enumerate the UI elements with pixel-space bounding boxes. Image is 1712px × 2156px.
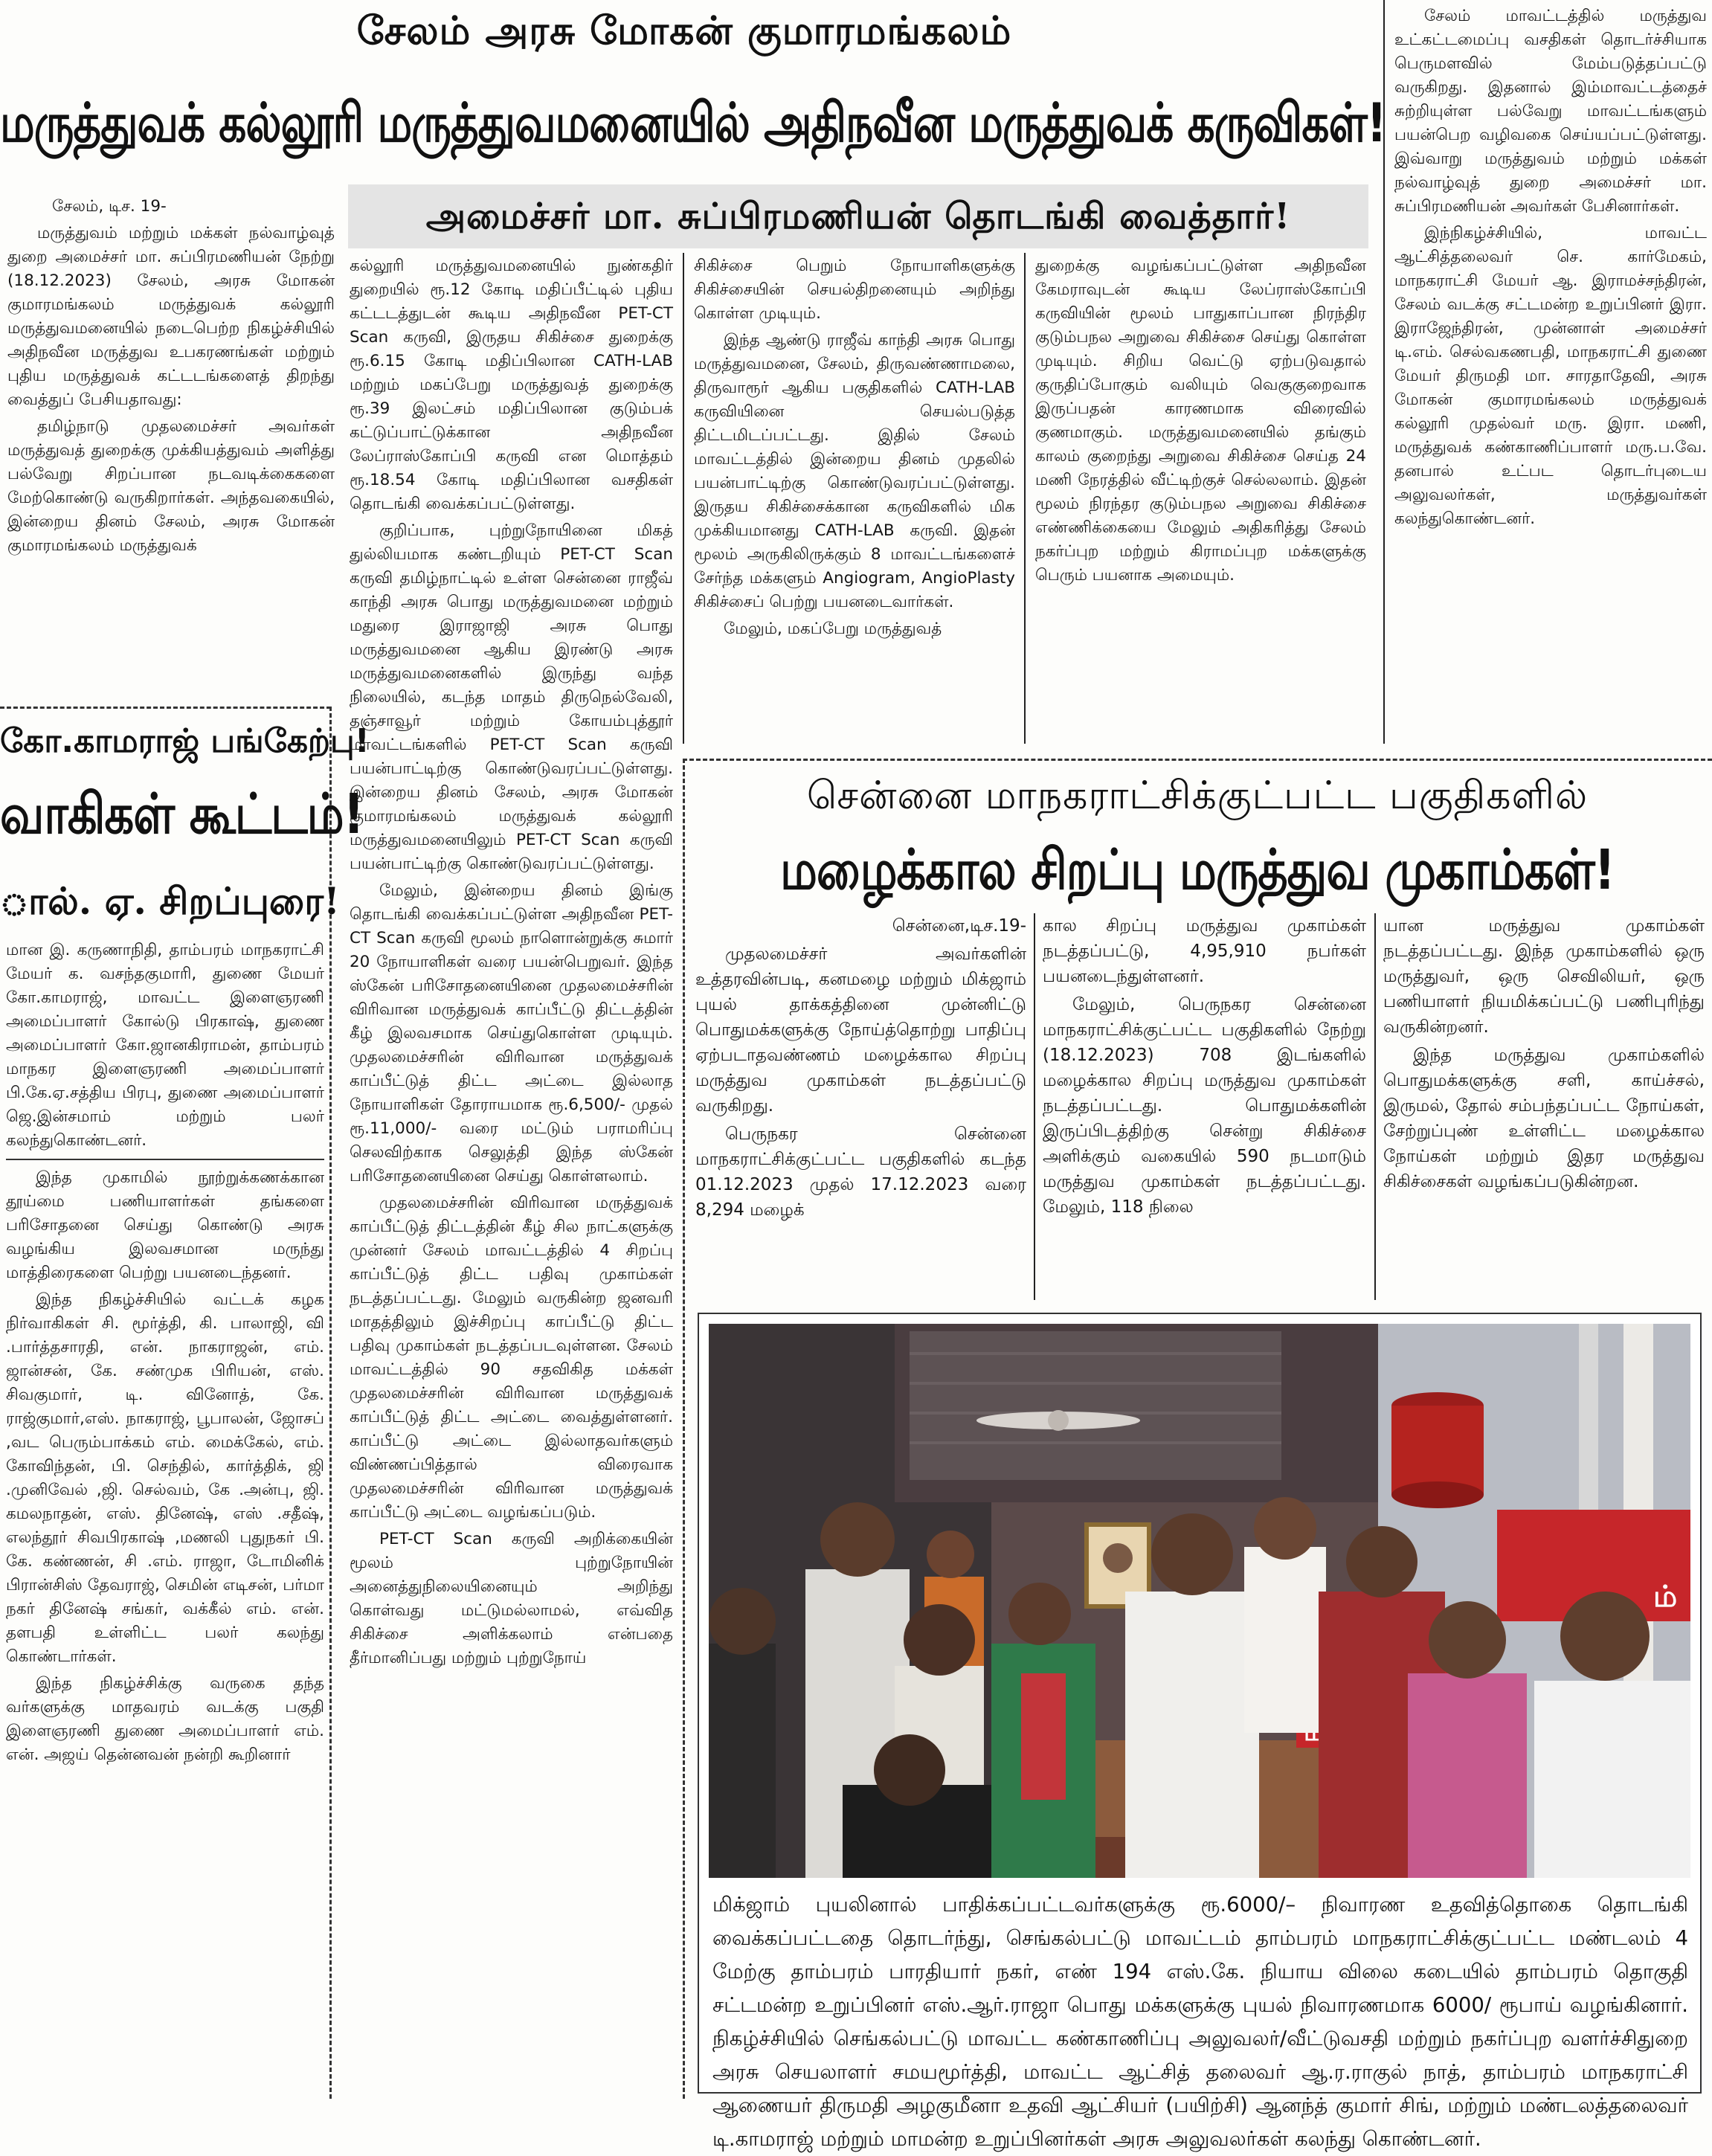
article2-paragraph: முதலமைச்சர் அவர்களின் உத்தரவின்படி, கனமழை மற்றும் மிக்ஜாம் புயல் தாக்கத்தினை முன்னிட்டு பொதுமக்களுக்கு நோய்த்தொற்று பாதிப்பு ஏற்படாதவண்ணம் மழைக்கால சிறப்பு மருத்துவ முகாம்கள் நடத்தப்பட்டு வருகிறது.	[695, 945, 1026, 1116]
article2-paragraph: பெருநகர சென்னை மாநகராட்சிக்குட்பட்ட பகுதிகளில் கடந்த 01.12.2023 முதல் 17.12.2023 வரை 8,294 மழைக்	[695, 1124, 1026, 1220]
article1-paragraph: கல்லூரி மருத்துவமனையில் நுண்கதிர் துறையில் ரூ.12 கோடி மதிப்பீட்டில் புதிய கட்டடத்துடன் கூடிய அதிநவீன PET-CT Scan கருவி, இருதய சிகிச்சை துறைக்கு ரூ.6.15 கோடி மதிப்பிலான CATH-LAB மற்றும் மகப்பேறு மருத்துவத் துறைக்கு ரூ.39 இலட்சம் மதிப்பிலான குடும்பக் கட்டுப்பாட்டுக்கான அதிநவீன லேப்ராஸ்கோப்பி கருவி என மொத்தம் ரூ.18.54 கோடி மதிப்பிலான வசதிகள் தொடங்கி வைக்கப்பட்டுள்ளது.	[350, 257, 673, 513]
article1-column-3	[1035, 254, 1366, 745]
column-rule	[1034, 913, 1035, 1300]
left-article-divider	[6, 1159, 324, 1160]
photo-frame	[698, 1313, 1702, 2151]
article2-border-top	[683, 759, 1712, 761]
article2-column-2	[1043, 913, 1366, 1300]
left-article-paragraph: இந்த நிகழ்ச்சியில் வட்டக் கழக நிர்வாகிகள் சி. மூர்த்தி, கி. பாலாஜி, வி .பார்த்தசாரதி, என். நாகராஜன், எம். ஜான்சன், கே. சண்முக பிரியன், எஸ். சிவகுமார், டி. வினோத், கே. ராஜ்குமார்,எஸ். நாகராஜ், பூபாலன், ஜோசப் ,வட பெரும்பாக்கம் எம். மைக்கேல், எம். கோவிந்தன், பி. செந்தில், கார்த்திக், ஜி .முனிவேல் ,ஜி. செல்வம், கே .அன்பு, ஜி. கமலநாதன், எஸ். தினேஷ், எஸ் .சதீஷ், எலந்தூர் சிவபிரகாஷ் ,மணலி புதுநகர் பி. கே. கண்ணன், சி .எம். ராஜா, டோமினிக் பிரான்சிஸ் தேவராஜ், செமின் எடிசன், பர்மா நகர் தினேஷ் சங்கர், வக்கீல் எம். என். தளபதி உள்ளிட்ட பலர் கலந்து கொண்டார்கள்.	[6, 1290, 324, 1666]
article1-dateline: சேலம், டிச. 19-	[52, 197, 167, 216]
article2-dateline: சென்னை,டிச.19-	[892, 916, 1026, 936]
article1-column-4	[1394, 4, 1707, 744]
article1-paragraph: மேலும், இன்றைய தினம் இங்கு தொடங்கி வைக்கப்பட்டுள்ள அதிநவீன PET-CT Scan கருவி மூலம் நாளொன்றுக்கு சுமார் 20 நோயாளிகள் வரை பயன்பெறுவர். இந்த ஸ்கேன் பரிசோதனையினை முதலமைச்சரின் விரிவான மருத்துவக் காப்பீட்டு திட்டத்தின் கீழ் இலவசமாக செய்துகொள்ள முடியும். முதலமைச்சரின் விரிவான மருத்துவக் காப்பீட்டுத் திட்ட அட்டை இல்லாத நோயாளிகள் தோராயமாக ரூ.6,500/- முதல் ரூ.11,000/- வரை மட்டும் பராமரிப்பு செலவிற்காக செலுத்தி இந்த ஸ்கேன் பரிசோதனையினை செய்து கொள்ளலாம்.	[350, 881, 673, 1185]
column-rule	[1024, 253, 1026, 744]
left-article-column	[6, 939, 324, 2095]
article2-border-left	[683, 759, 685, 2099]
article1-paragraph: குறிப்பாக, புற்றுநோயினை மிகத் துல்லியமாக கண்டறியும் PET-CT Scan கருவி தமிழ்நாட்டில் உள்ள சென்னை ராஜீவ் காந்தி அரசு பொது மருத்துவமனை மற்றும் மதுரை இராஜாஜி அரசு பொது மருத்துவமனை ஆகிய இரண்டு அரசு மருத்துவமனைகளில் இருந்து வந்த நிலையில், கடந்த மாதம் திருநெல்வேலி, தஞ்சாவூர் மற்றும் கோயம்புத்தூர் மாவட்டங்களில் PET-CT Scan கருவி பயன்பாட்டிற்கு கொண்டுவரப்பட்டுள்ளது. இன்றைய தினம் சேலம், அரசு மோகன் குமாரமங்கலம் மருத்துவக் கல்லூரி மருத்துவமனையிலும் PET-CT Scan கருவி பயன்பாட்டிற்கு கொண்டுவரப்பட்டுள்ளது.	[350, 521, 673, 873]
article1-paragraph: மருத்துவம் மற்றும் மக்கள் நல்வாழ்வுத் துறை அமைச்சர் மா. சுப்பிரமணியன் நேற்று (18.12.2023) சேலம், அரசு மோகன் குமாரமங்கலம் மருத்துவக் கல்லூரி மருத்துவமனையில் நடைபெற்ற நிகழ்ச்சியில் அதிநவீன மருத்துவ உபகரணங்கள் மற்றும் புதிய மருத்துவக் கட்டடங்களைத் திறந்து வைத்துப் பேசியதாவது:	[7, 224, 335, 409]
left-article-paragraph: இந்த முகாமில் நூற்றுக்கணக்கான தூய்மை பணியாளர்கள் தங்களை பரிசோதனை செய்து கொண்டு அரசு வழங்கிய இலவசமான மருந்து மாத்திரைகளை பெற்று பயனடைந்தனர்.	[6, 1168, 324, 1282]
left-article-border-top	[0, 707, 331, 709]
article1-paragraph: இந்நிகழ்ச்சியில், மாவட்ட ஆட்சித்தலைவர் செ. கார்மேகம், மாநகராட்சி மேயர் ஆ. இராமச்சந்திரன், சேலம் வடக்கு சட்டமன்ற உறுப்பினர் இரா. இராஜேந்திரன், முன்னாள் அமைச்சர் டி.எம். செல்வகணபதி, மாநகராட்சி துணை மேயர் திருமதி மா. சாரதாதேவி, அரசு மோகன் குமாரமங்கலம் மருத்துவக் கல்லூரி முதல்வர் மரு. இரா. மணி, மருத்துவக் கண்காணிப்பாளர் மரு.ப.வே. தனபால் உட்பட தொடர்புடைய அலுவலர்கள், மருத்துவர்கள் கலந்துகொண்டனர்.	[1394, 224, 1707, 528]
column-rule	[1374, 913, 1376, 1300]
article1-lead-column	[7, 195, 335, 704]
article1-paragraph: முதலமைச்சரின் விரிவான மருத்துவக் காப்பீட்டுத் திட்டத்தின் கீழ் சில நாட்களுக்கு முன்னர் சேலம் மாவட்டத்தில் 4 சிறப்பு காப்பீட்டுத் திட்ட பதிவு முகாம்கள் நடத்தப்பட்டது. மேலும் வருகின்ற ஜனவரி மாதத்திலும் இச்சிறப்பு காப்பீட்டு திட்ட பதிவு முகாம்கள் நடத்தப்படவுள்ளன. சேலம் மாவட்டத்தில் 90 சதவிகித மக்கள் முதலமைச்சரின் விரிவான மருத்துவக் காப்பீட்டுத் திட்ட அட்டை வைத்துள்ளனர். காப்பீட்டு அட்டை இல்லாதவர்களும் விண்ணப்பித்தால் விரைவாக முதலமைச்சரின் விரிவான மருத்துவக் காப்பீட்டு அட்டை வழங்கப்படும்.	[350, 1194, 673, 1522]
article1-subhead: அமைச்சர் மா. சுப்பிரமணியன் தொடங்கி வைத்தார்!	[425, 196, 1291, 237]
article2-paragraph: இந்த மருத்துவ முகாம்களில் பொதுமக்களுக்கு சளி, காய்ச்சல், இருமல், தோல் சம்பந்தப்பட்ட நோய்கள், சேற்றுப்புண் உள்ளிட்ட மழைக்கால நோய்கள் மற்றும் இதர மருத்துவ சிகிச்சைகள் வழங்கப்படுகின்றன.	[1383, 1046, 1705, 1191]
article2-column-1	[695, 913, 1026, 1300]
event-photo	[709, 1324, 1690, 1878]
left-article-paragraph: இந்த நிகழ்ச்சிக்கு வருகை தந்த வர்களுக்கு மாதவரம் வடக்கு பகுதி இளைஞரணி துணை அமைப்பாளர் எம். என். அஜய் தென்னவன் நன்றி கூறினார்	[6, 1674, 324, 1764]
article2-column-3	[1383, 913, 1705, 1300]
article1-column-1	[350, 254, 673, 2091]
article2-paragraph: மேலும், பெருநகர சென்னை மாநகராட்சிக்குட்பட்ட பகுதிகளில் நேற்று (18.12.2023) 708 இடங்களில் மழைக்கால சிறப்பு மருத்துவ முகாம்கள் நடத்தப்பட்டது. பொதுமக்களின் இருப்பிடத்திற்கு சென்று சிகிச்சை அளிக்கும் வகையில் 590 நடமாடும் மருத்துவ முகாம்கள் நடத்தப்பட்டது. மேலும், 118 நிலை	[1043, 995, 1366, 1217]
article1-paragraph: மேலும், மகப்பேறு மருத்துவத்	[724, 620, 942, 638]
column-rule	[1383, 0, 1385, 744]
article1-paragraph: தமிழ்நாடு முதலமைச்சர் அவர்கள் மருத்துவத் துறைக்கு முக்கியத்துவம் அளித்து பல்வேறு சிறப்பான நடவடிக்கைகளை மேற்கொண்டு வருகிறார்கள். அந்தவகையில், இன்றைய தினம் சேலம், அரசு மோகன் குமாரமங்கலம் மருத்துவக்	[7, 417, 335, 555]
column-rule	[683, 253, 684, 744]
article1-subhead-band	[348, 184, 1368, 248]
article1-paragraph: சிகிச்சை பெறும் நோயாளிகளுக்கு சிகிச்சையின் செயல்திறனையும் அறிந்து கொள்ள முடியும்.	[694, 257, 1015, 323]
article2-kicker: சென்னை மாநகராட்சிக்குட்பட்ட பகுதிகளில்	[806, 773, 1589, 818]
article1-paragraph: துறைக்கு வழங்கப்பட்டுள்ள அதிநவீன கேமராவுடன் கூடிய லேப்ராஸ்கோப்பி கருவியின் மூலம் பாதுகாப்பான நிரந்திர குடும்பநல அறுவை சிகிச்சை செய்து கொள்ள முடியும். சிறிய வெட்டு ஏற்படுவதால் குருதிப்போகும் வலியும் வெகுகுறைவாக இருப்பதன் காரணமாக விரைவில் குணமாகும். மருத்துவமனையில் தங்கும் காலம் குறைந்து அறுவை சிகிச்சை செய்த 24 மணி நேரத்தில் வீட்டிற்குச் செல்லலாம். இதன் மூலம் நிரந்தர குடும்பநல அறுவை சிகிச்சை எண்ணிக்கையை மேலும் அதிகரித்து சேலம் நகர்ப்புற மற்றும் கிராமப்புற மக்களுக்கு பெரும் பயனாக அமையும்.	[1035, 257, 1366, 585]
article2-headline: மழைக்கால சிறப்பு மருத்துவ முகாம்கள்!	[780, 837, 1615, 903]
article1-paragraph: இந்த ஆண்டு ராஜீவ் காந்தி அரசு பொது மருத்துவமனை, சேலம், திருவண்ணாமலை, திருவாரூர் ஆகிய பகுதிகளில் CATH-LAB கருவியினை செயல்படுத்த திட்டமிடப்பட்டது. இதில் சேலம் மாவட்டத்தில் இன்றைய தினம் முதலில் பயன்பாட்டிற்கு கொண்டுவரப்பட்டுள்ளது. இருதய சிகிச்சைக்கான கருவிகளில் மிக முக்கியமானது CATH-LAB கருவி. இதன் மூலம் அருகிலிருக்கும் 8 மாவட்டங்களைச் சேர்ந்த மக்களும் Angiogram, AngioPlasty சிகிச்சைப் பெற்று பயனடைவார்கள்.	[694, 331, 1015, 611]
banner-text: ம்	[1653, 1580, 1678, 1614]
article2-paragraph: யான மருத்துவ முகாம்கள் நடத்தப்பட்டது. இந்த முகாம்களில் ஒரு மருத்துவர், ஒரு செவிலியர், ஒரு பணியாளர் நியமிக்கப்பட்டு பணிபுரிந்து வருகின்றனர்.	[1383, 916, 1705, 1037]
left-article-head3: ால். ஏ. சிறப்புரை!	[0, 879, 341, 923]
article1-headline: மருத்துவக் கல்லூரி மருத்துவமனையில் அதிநவீன மருத்துவக் கருவிகள்!	[0, 91, 1386, 155]
article2-paragraph: கால சிறப்பு மருத்துவ முகாம்கள் நடத்தப்பட்டு, 4,95,910 நபர்கள் பயனடைந்துள்ளனர்.	[1043, 916, 1366, 986]
photo-caption: மிக்ஜாம் புயலினால் பாதிக்கப்பட்டவர்களுக்கு ரூ.6000/– நிவாரண உதவித்தொகை தொடங்கி வைக்கப்பட்டதை தொடர்ந்து, செங்கல்பட்டு மாவட்டம் தாம்பரம் மாநகராட்சிக்குட்பட்ட மண்டலம் 4 மேற்கு தாம்பரம் பாரதியார் நகர், எண் 194 எஸ்.கே. நியாய விலை கடையில் தாம்பரம் தொகுதி சட்டமன்ற உறுப்பினர் எஸ்.ஆர்.ராஜா பொது மக்களுக்கு புயல் நிவாரணமாக 6000/ ரூபாய் வழங்கினார். நிகழ்ச்சியில் செங்கல்பட்டு மாவட்ட கண்காணிப்பு அலுவலர்/வீட்டுவசதி மற்றும் நகர்ப்புற வளர்ச்சிதுறை அரசு செயலாளர் சமயமூர்த்தி, மாவட்ட ஆட்சித் தலைவர் ஆ.ர.ராகுல் நாத், தாம்பரம் மாநகராட்சி ஆணையர் திருமதி அழகுமீனா உதவி ஆட்சியர் (பயிற்சி) ஆனந்த் குமார் சிங், மற்றும் மண்டலத்தலைவர் டி.காமராஜ் மற்றும் மாமன்ற உறுப்பினர்கள் அரசு அலுவலர்கள் கலந்து கொண்டனர்.	[712, 1893, 1689, 2151]
left-article-head2: வாகிகள் கூட்டம்!	[0, 781, 364, 847]
article1-kicker: சேலம் அரசு மோகன் குமாரமங்கலம்	[356, 8, 1012, 54]
left-article-paragraph: மான இ. கருணாநிதி, தாம்பரம் மாநகராட்சி மேயர் க. வசந்தகுமாரி, துணை மேயர் கோ.காமராஜ், மாவட்ட இளைஞரணி அமைப்பாளர் கோல்டு பிரகாஷ், துணை அமைப்பாளர் கோ.ஜானகிராமன், தாம்பரம் மாநகர இளைஞரணி அமைப்பாளர் பி.கே.ஏ.சத்திய பிரபு, துணை அமைப்பாளர் ஜெ.இன்சமாம் மற்றும் பலர் கலந்துகொண்டனர்.	[6, 941, 324, 1150]
article1-paragraph: PET-CT Scan கருவி அறிக்கையின் மூலம் புற்றுநோயின் அனைத்துநிலையினையும் அறிந்து கொள்வது மட்டுமல்லாமல், எவ்வித சிகிச்சை அளிக்கலாம் என்பதை தீர்மானிப்பது மற்றும் புற்றுநோய்	[350, 1530, 673, 1667]
left-article-head1: கோ.காமராஜ் பங்கேற்பு!	[0, 722, 370, 760]
article1-paragraph: சேலம் மாவட்டத்தில் மருத்துவ உட்கட்டமைப்பு வசதிகள் தொடர்ச்சியாக பெருமளவில் மேம்படுத்தப்பட்டு வருகிறது. இதனால் இம்மாவட்டத்தைச் சுற்றியுள்ள பல்வேறு மாவட்டங்களும் பயன்பெற வழிவகை செய்யப்பட்டுள்ளது. இவ்வாறு மருத்துவம் மற்றும் மக்கள் நல்வாழ்வுத் துறை அமைச்சர் மா. சுப்பிரமணியன் அவர்கள் பேசினார்கள்.	[1394, 7, 1707, 216]
article1-column-2	[694, 254, 1015, 745]
